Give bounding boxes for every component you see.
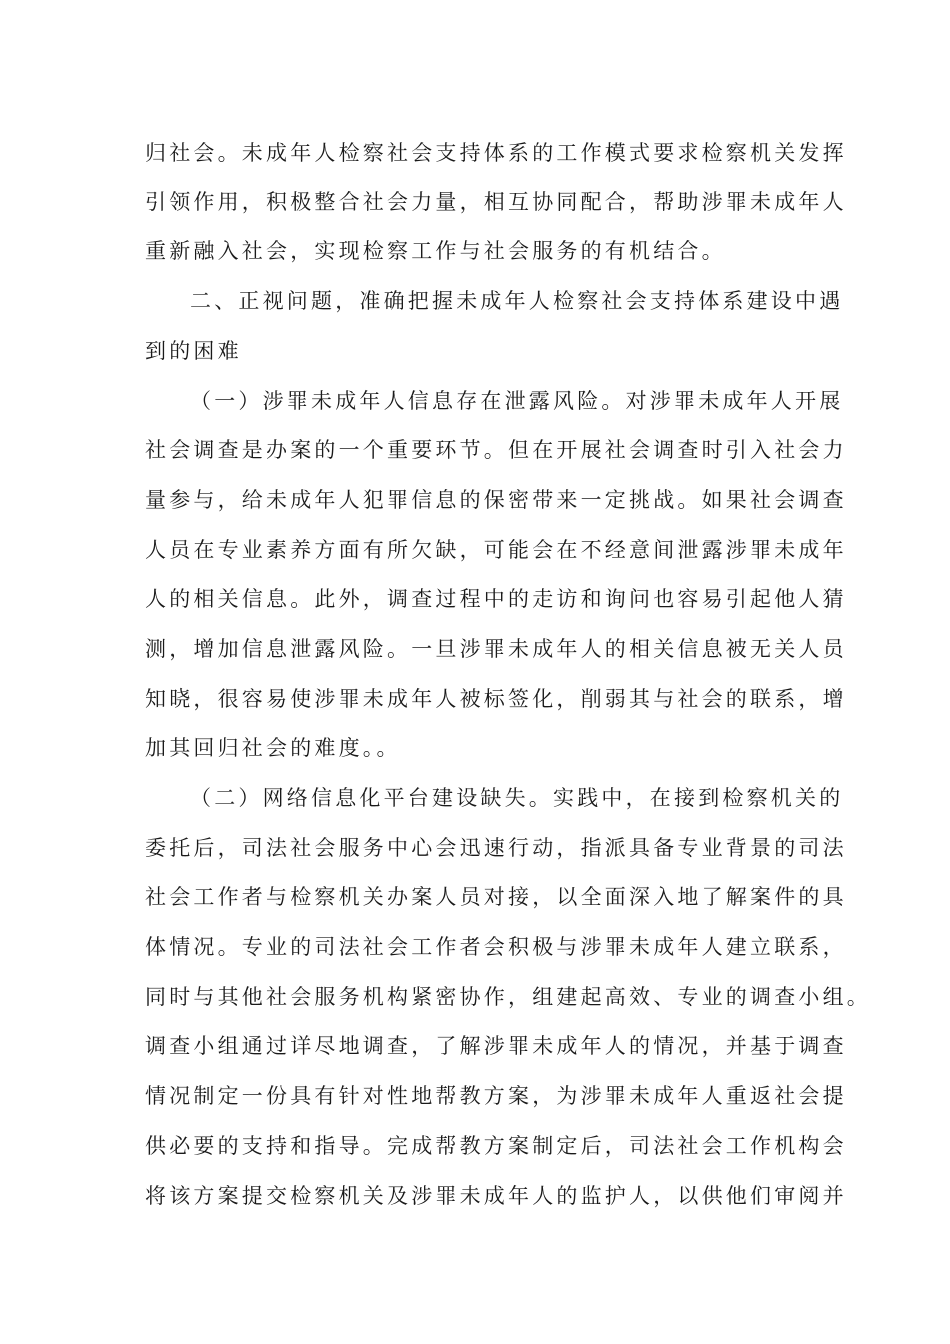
subsection-heading-line: （二）网络信息化平台建设缺失。实践中，在接到检察机关的 — [190, 786, 844, 810]
text-line: 人员在专业素养方面有所欠缺，可能会在不经意间泄露涉罪未成年 — [145, 538, 847, 562]
text-line: 调查小组通过详尽地调查，了解涉罪未成年人的情况，并基于调查 — [145, 1034, 847, 1058]
text-line: 引领作用，积极整合社会力量，相互协同配合，帮助涉罪未成年人 — [145, 190, 847, 214]
text-line: 将该方案提交检察机关及涉罪未成年人的监护人，以供他们审阅并 — [145, 1184, 847, 1208]
subsection-heading-line: （一）涉罪未成年人信息存在泄露风险。对涉罪未成年人开展 — [190, 389, 844, 413]
text-line: 重新融入社会，实现检察工作与社会服务的有机结合。 — [145, 239, 726, 263]
text-line: 供必要的支持和指导。完成帮教方案制定后，司法社会工作机构会 — [145, 1134, 847, 1158]
text-line: 加其回归社会的难度。。 — [145, 736, 401, 760]
text-line: 知晓，很容易使涉罪未成年人被标签化，削弱其与社会的联系，增 — [145, 687, 847, 711]
text-line: 量参与，给未成年人犯罪信息的保密带来一定挑战。如果社会调查 — [145, 488, 847, 512]
text-line: 社会调查是办案的一个重要环节。但在开展社会调查时引入社会力 — [145, 438, 847, 462]
text-line: 同时与其他社会服务机构紧密协作，组建起高效、专业的调查小组。 — [145, 985, 871, 1009]
text-line: 测，增加信息泄露风险。一旦涉罪未成年人的相关信息被无关人员 — [145, 637, 847, 661]
text-line: 归社会。未成年人检察社会支持体系的工作模式要求检察机关发挥 — [145, 141, 847, 165]
text-line: 委托后，司法社会服务中心会迅速行动，指派具备专业背景的司法 — [145, 836, 847, 860]
section-heading-line: 到的困难 — [145, 339, 242, 363]
text-line: 体情况。专业的司法社会工作者会积极与涉罪未成年人建立联系， — [145, 935, 847, 959]
text-line: 人的相关信息。此外，调查过程中的走访和询问也容易引起他人猜 — [145, 587, 847, 611]
text-line: 情况制定一份具有针对性地帮教方案，为涉罪未成年人重返社会提 — [145, 1084, 847, 1108]
text-line: 社会工作者与检察机关办案人员对接，以全面深入地了解案件的具 — [145, 885, 847, 909]
section-heading-line: 二、正视问题，准确把握未成年人检察社会支持体系建设中遇 — [190, 289, 844, 313]
